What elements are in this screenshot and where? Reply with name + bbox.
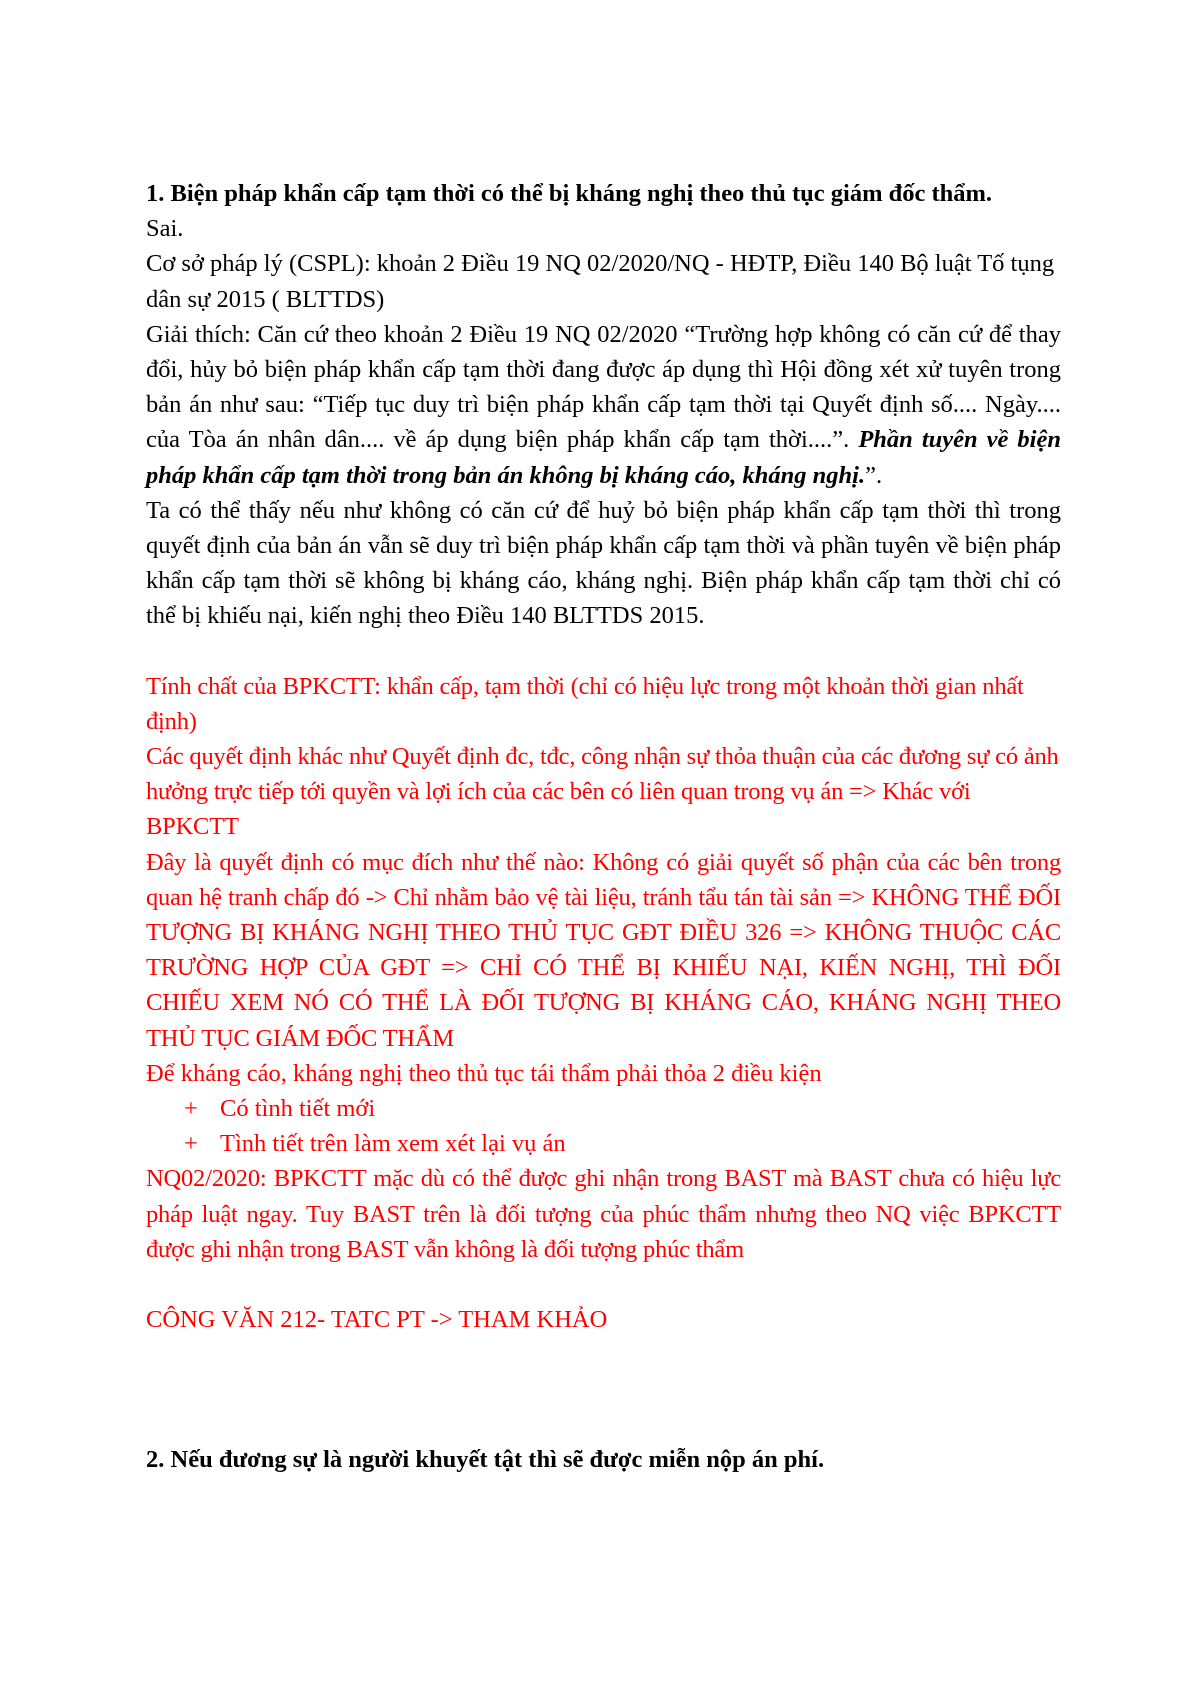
bullet-mark: + <box>184 1130 198 1158</box>
red-notes <box>146 669 1061 1338</box>
note-purpose: Đây là quyết định có mục đích như thế nào: Không có giải quyết số phận của các bên trong quan hệ tranh chấp đó -> Chỉ nhằm bảo vệ tài liệu, tránh tẩu tán tài sản => KHÔNG THỂ ĐỐI TƯỢNG BỊ KHÁNG NGHỊ THEO THỦ TỤC GĐT ĐIỀU 326 => KHÔNG THUỘC CÁC TRƯỜNG HỢP CỦA GĐT => CHỈ CÓ THỂ BỊ KHIẾU NẠI, KIẾN NGHỊ, THÌ ĐỐI CHIẾU XEM NÓ CÓ THỂ LÀ ĐỐI TƯỢNG BỊ KHÁNG CÁO, KHÁNG NGHỊ THEO THỦ TỤC GIÁM ĐỐC THẨM <box>146 848 1061 1052</box>
note-reference: CÔNG VĂN 212- TATC PT -> THAM KHẢO <box>146 1306 608 1334</box>
explanation-closing: ”. <box>865 461 883 489</box>
bullet-mark: + <box>184 1095 198 1123</box>
spacer <box>146 1267 1061 1302</box>
spacer <box>146 634 1061 669</box>
bullet-item <box>146 1126 1061 1161</box>
note-nature: Tính chất của BPKCTT: khẩn cấp, tạm thời (chỉ có hiệu lực trong một khoản thời gian nhất định) <box>146 672 1024 735</box>
document-page <box>146 176 1061 1478</box>
question-1-title: 1. Biện pháp khẩn cấp tạm thời có thể bị kháng nghị theo thủ tục giám đốc thẩm. <box>146 180 993 207</box>
bullet-item <box>146 1091 1061 1126</box>
legal-basis: Cơ sở pháp lý (CSPL): khoản 2 Điều 19 NQ 02/2020/NQ - HĐTP, Điều 140 Bộ luật Tố tụng dân sự 2015 ( BLTTDS) <box>146 250 1055 313</box>
note-other-decisions: Các quyết định khác như Quyết định đc, tđc, công nhận sự thỏa thuận của các đương sự có ảnh hưởng trực tiếp tới quyền và lợi ích của các bên có liên quan trong vụ án => Khác với BPKCTT <box>146 743 1059 841</box>
bullet-text: Tình tiết trên làm xem xét lại vụ án <box>220 1130 566 1158</box>
bullet-text: Có tình tiết mới <box>220 1095 376 1123</box>
explanation-emphasis: Phần tuyên về biện pháp khẩn cấp tạm thời trong bản án không bị kháng cáo, kháng nghị. <box>146 426 1061 489</box>
note-retrial-conditions: Để kháng cáo, kháng nghị theo thủ tục tái thẩm phải thỏa 2 điều kiện <box>146 1059 822 1087</box>
conclusion-paragraph: Ta có thể thấy nếu như không có căn cứ để huỷ bỏ biện pháp khẩn cấp tạm thời thì trong quyết định của bản án vẫn sẽ duy trì biện pháp khẩn cấp tạm thời và phần tuyên về biện pháp khẩn cấp tạm thời sẽ không bị kháng cáo, kháng nghị. Biện pháp khẩn cấp tạm thời chỉ có thể bị khiếu nại, kiến nghị theo Điều 140 BLTTDS 2015. <box>146 496 1061 630</box>
explanation-text: Giải thích: Căn cứ theo khoản 2 Điều 19 NQ 02/2020 “Trường hợp không có căn cứ để thay đổi, hủy bỏ biện pháp khẩn cấp tạm thời đang được áp dụng thì Hội đồng xét xử tuyên trong bản án như sau: “Tiếp tục duy trì biện pháp khẩn cấp tạm thời tại Quyết định số.... Ngày.... của Tòa án nhân dân.... về áp dụng biện pháp khẩn cấp tạm thời....”. <box>146 320 1061 454</box>
note-nq: NQ02/2020: BPKCTT mặc dù có thể được ghi nhận trong BAST mà BAST chưa có hiệu lực pháp luật ngay. Tuy BAST trên là đối tượng của phúc thẩm nhưng theo NQ việc BPKCTT được ghi nhận trong BAST vẫn không là đối tượng phúc thẩm <box>146 1165 1061 1263</box>
spacer <box>146 1337 1061 1442</box>
explanation-paragraph <box>146 317 1061 493</box>
question-1-answer: Sai. <box>146 215 184 243</box>
question-2-title: 2. Nếu đương sự là người khuyết tật thì sẽ được miễn nộp án phí. <box>146 1446 825 1474</box>
